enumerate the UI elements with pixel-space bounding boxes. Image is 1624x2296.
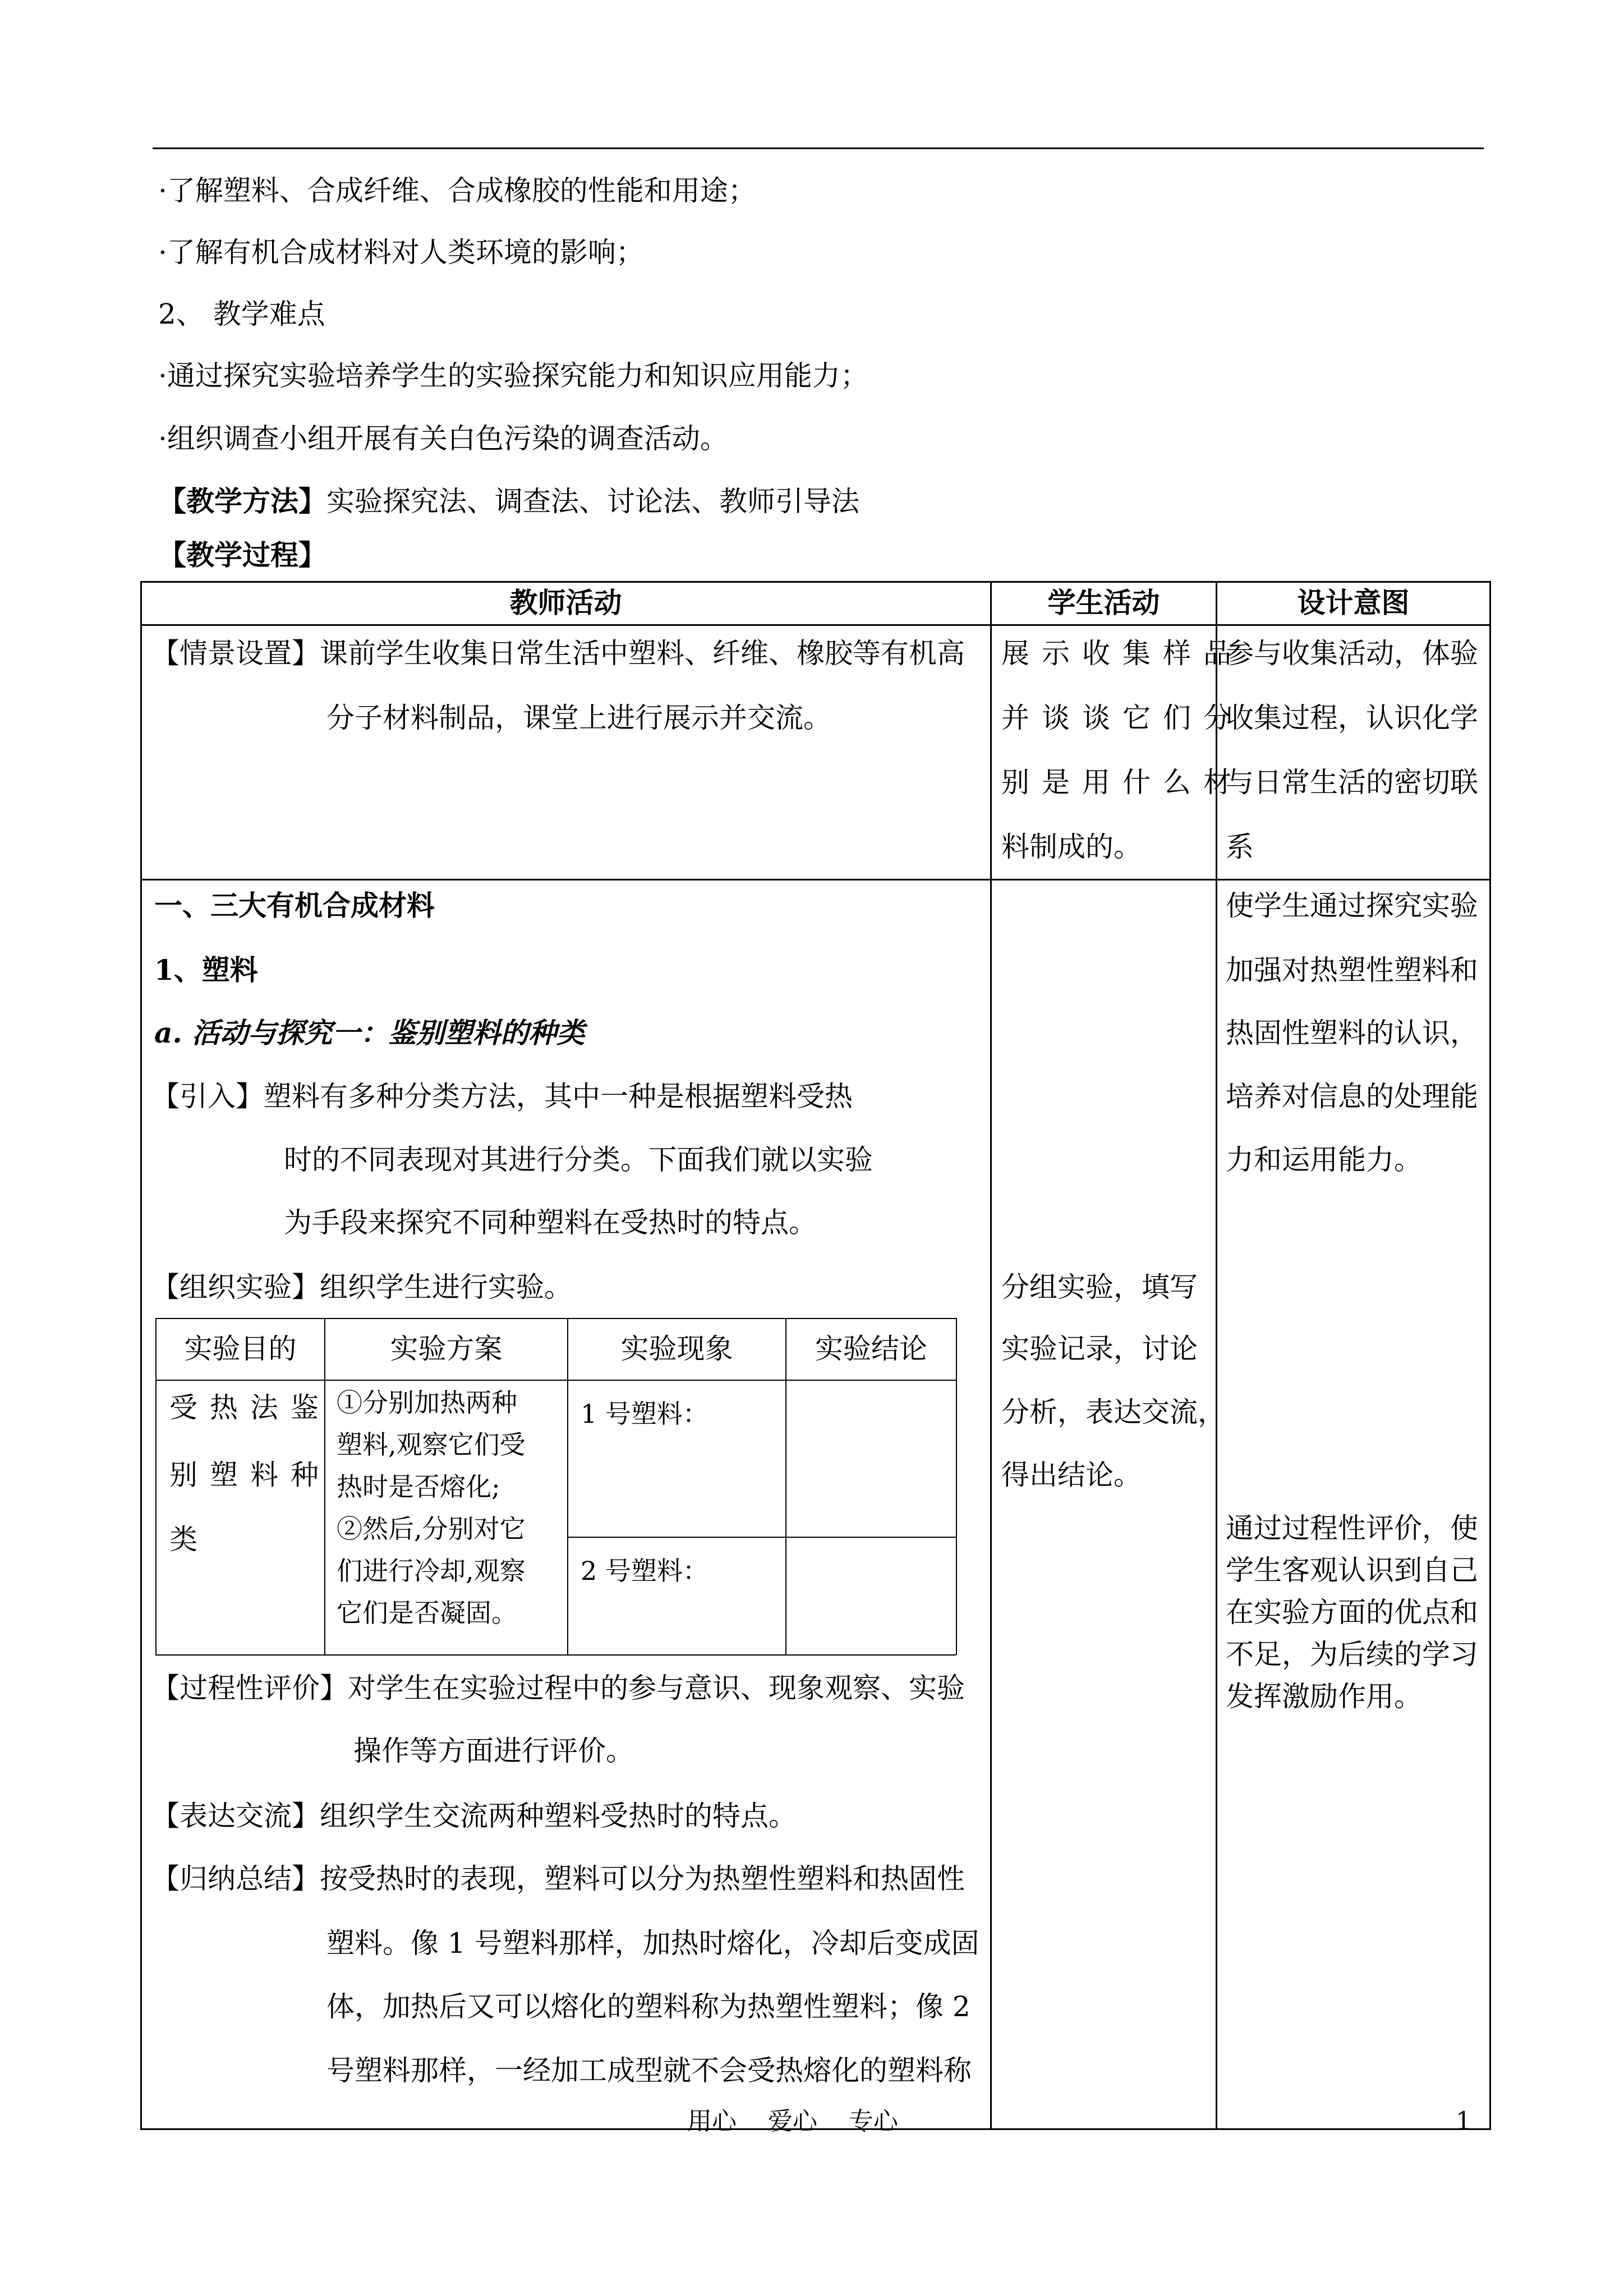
exp-phenomenon-plastic-1: 1 号塑料：: [581, 1399, 709, 1429]
express-exchange-text: 组织学生交流两种塑料受热时的特点。: [320, 1800, 797, 1832]
row1-student-line-2: 并谈谈它们分: [1001, 702, 1244, 734]
process-evaluation-line-2: 操作等方面进行评价。: [353, 1735, 634, 1767]
objective-item-1: ·了解塑料、合成纤维、合成橡胶的性能和用途；: [158, 174, 756, 207]
exp-plan-line-3: 热时是否熔化;: [337, 1472, 500, 1502]
exp-plan-line-2: 塑料,观察它们受: [337, 1430, 526, 1460]
teaching-method-label: 【教学方法】: [158, 485, 326, 518]
row2-design2-line-2: 学生客观认识到自己: [1226, 1554, 1478, 1587]
exp-table-border: [155, 1318, 157, 1655]
exp-header-phenomenon: 实验现象: [620, 1333, 733, 1365]
summary-line-4: 号塑料那样，一经加工成型就不会受热熔化的塑料称: [326, 2054, 972, 2087]
exp-phenomenon-plastic-2: 2 号塑料：: [581, 1556, 709, 1586]
header-rule: [153, 147, 1484, 149]
summary-label: 【归纳总结】: [151, 1862, 320, 1895]
row2-student-line-3: 分析，表达交流，: [1001, 1396, 1226, 1428]
table-border: [1216, 581, 1217, 2129]
row2-student-line-4: 得出结论。: [1001, 1459, 1142, 1491]
objective-item-2: ·了解有机合成材料对人类环境的影响；: [158, 236, 644, 269]
row2-design2-line-1: 通过过程性评价，使: [1226, 1512, 1478, 1545]
exp-table-border: [155, 1654, 956, 1656]
exp-plan-line-1: ①分别加热两种: [337, 1387, 517, 1418]
process-evaluation-line-1: 对学生在实验过程中的参与意识、现象观察、实验: [348, 1672, 965, 1704]
summary: [151, 1862, 965, 1896]
express-exchange-label: 【表达交流】: [151, 1800, 320, 1832]
intro-label: 【引入】: [151, 1080, 264, 1113]
row2-design1-line-4: 培养对信息的处理能: [1226, 1080, 1478, 1113]
exp-purpose-line-1: 受热法鉴: [169, 1391, 331, 1424]
table-border: [990, 581, 992, 2129]
table-border: [140, 624, 1491, 626]
row2-design2-line-3: 在实验方面的优点和: [1226, 1596, 1478, 1629]
scene-setting-line-1: 课前学生收集日常生活中塑料、纤维、橡胶等有机高: [320, 637, 965, 670]
organize-experiment-label: 【组织实验】: [151, 1271, 320, 1303]
row2-design2-line-4: 不足，为后续的学习: [1226, 1638, 1478, 1671]
row2-design1-line-2: 加强对热塑性塑料和: [1226, 954, 1478, 986]
difficulty-item-1: ·通过探究实验培养学生的实验探究能力和知识应用能力；: [158, 359, 868, 392]
scene-setting-line-2: 分子材料制品，课堂上进行展示并交流。: [326, 702, 831, 734]
organize-experiment: [151, 1270, 572, 1304]
exp-table-border: [155, 1380, 956, 1381]
intro-line-3: 为手段来探究不同种塑料在受热时的特点。: [284, 1206, 817, 1239]
intro-line-2: 时的不同表现对其进行分类。下面我们就以实验: [284, 1144, 873, 1176]
summary-line-2: 塑料。像 1 号塑料那样，加热时熔化，冷却后变成固: [326, 1927, 979, 1960]
page-number: 1: [1456, 2107, 1471, 2136]
difficulty-item-2: ·组织调查小组开展有关白色污染的调查活动。: [158, 422, 728, 455]
teaching-process-label: 【教学过程】: [158, 538, 326, 571]
summary-line-3: 体，加热后又可以熔化的塑料称为热塑性塑料；像 2: [326, 1990, 970, 2023]
table-border: [140, 581, 142, 2129]
row1-student-line-3: 别是用什么材: [1001, 766, 1244, 799]
row1-design-line-3: 与日常生活的密切联: [1226, 766, 1478, 799]
exp-header-conclusion: 实验结论: [815, 1333, 927, 1365]
exp-plan-line-6: 它们是否凝固。: [337, 1598, 517, 1628]
intro: [151, 1080, 853, 1113]
exp-header-purpose: 实验目的: [184, 1333, 297, 1365]
process-evaluation-label: 【过程性评价】: [151, 1672, 348, 1704]
scene-setting: [151, 637, 965, 670]
scene-setting-label: 【情景设置】: [151, 637, 320, 670]
exp-purpose-line-3: 类: [169, 1523, 197, 1556]
row2-design1-line-3: 热固性塑料的认识，: [1226, 1017, 1478, 1049]
process-evaluation: [151, 1671, 965, 1705]
row1-design-line-2: 收集过程，认识化学: [1226, 702, 1478, 734]
section-title: 一、三大有机合成材料: [154, 889, 435, 922]
table-border: [140, 581, 1491, 583]
row1-design-line-1: 参与收集活动，体验: [1226, 637, 1478, 670]
row1-student-line-4: 料制成的。: [1001, 831, 1142, 863]
header-teacher-activity: 教师活动: [509, 586, 622, 619]
exp-table-border: [785, 1318, 786, 1655]
row1-student-line-1: 展示收集样品: [1001, 637, 1244, 670]
organize-experiment-text: 组织学生进行实验。: [320, 1271, 572, 1303]
exp-table-border: [956, 1318, 957, 1655]
header-student-activity: 学生活动: [1047, 586, 1160, 619]
difficulties-heading: 2、 教学难点: [158, 298, 325, 330]
row2-student-line-2: 实验记录，讨论: [1001, 1333, 1198, 1365]
intro-line-1: 塑料有多种分类方法，其中一种是根据塑料受热: [264, 1080, 853, 1113]
row1-design-line-4: 系: [1226, 831, 1254, 863]
teaching-method: [158, 485, 859, 518]
footer-motto: 用心 爱心 专心: [687, 2107, 898, 2136]
exp-plan-line-4: ②然后,分别对它: [337, 1514, 526, 1544]
row2-design1-line-5: 力和运用能力。: [1226, 1144, 1422, 1176]
sub-title-plastics: 1、塑料: [154, 953, 258, 986]
activity-title: a. 活动与探究一：鉴别塑料的种类: [154, 1016, 585, 1049]
exp-header-plan: 实验方案: [390, 1333, 503, 1365]
header-design-intent: 设计意图: [1297, 586, 1410, 619]
exp-table-border: [567, 1318, 568, 1655]
exp-plan-line-5: 们进行冷却,观察: [337, 1556, 526, 1586]
row2-design2-line-5: 发挥激励作用。: [1226, 1680, 1422, 1713]
summary-line-1: 按受热时的表现，塑料可以分为热塑性塑料和热固性: [320, 1862, 965, 1895]
table-border: [140, 879, 1491, 880]
row2-design1-line-1: 使学生通过探究实验: [1226, 889, 1478, 922]
row2-student-line-1: 分组实验，填写: [1001, 1271, 1198, 1303]
exp-table-border: [567, 1537, 956, 1538]
teaching-method-text: 实验探究法、调查法、讨论法、教师引导法: [326, 485, 859, 518]
table-border: [1489, 581, 1491, 2129]
express-exchange: [151, 1799, 797, 1833]
exp-purpose-line-2: 别塑料种: [169, 1459, 331, 1491]
exp-table-border: [155, 1318, 956, 1319]
